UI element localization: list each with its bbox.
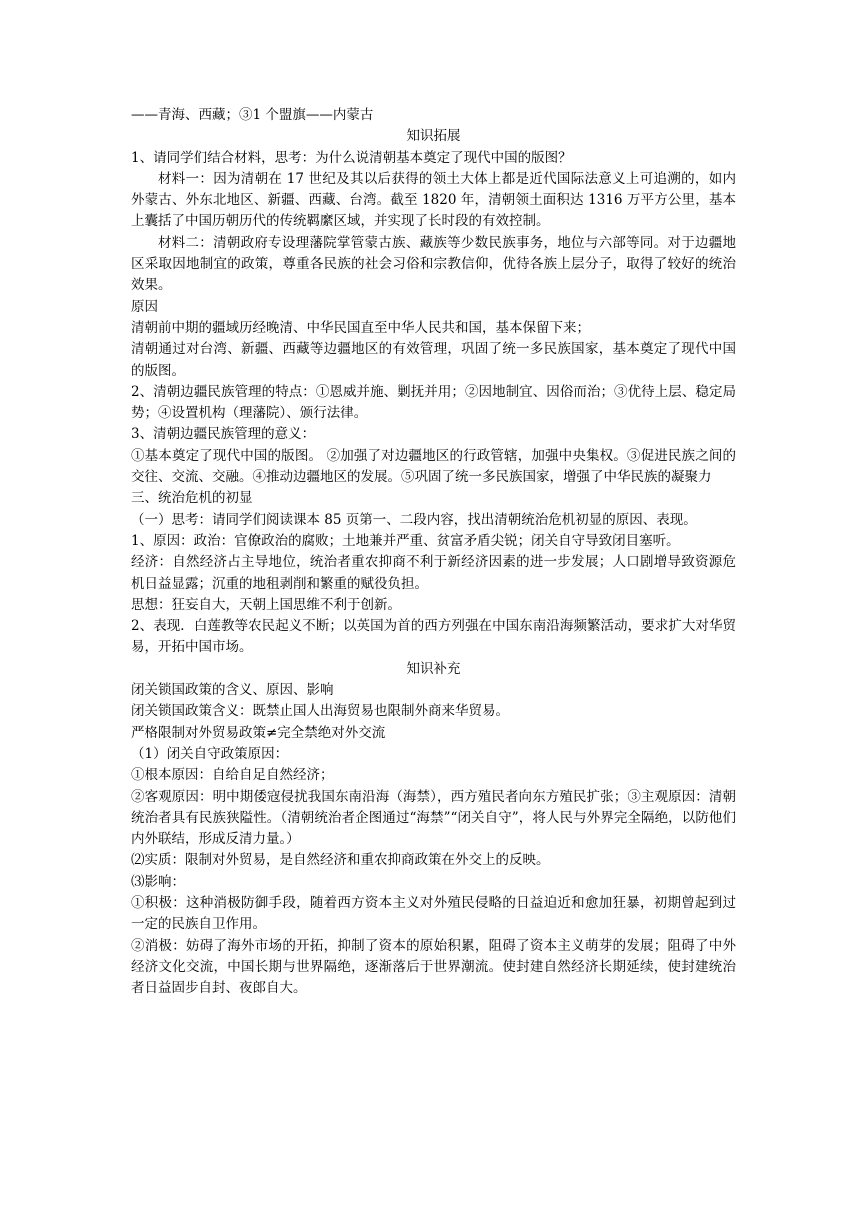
- management-significance-title: 3、清朝边疆民族管理的意义：: [131, 426, 316, 443]
- essence: ⑵实质：限制对外贸易，是自然经济和重农抑商政策在外交上的反映。: [131, 852, 550, 869]
- section-heading-knowledge-expansion: 知识拓展: [406, 128, 461, 145]
- material-1: 材料一：因为清朝在 17 世纪及其以后获得的领土大体上都是近代国际法意义上可追溯的，如内外蒙古、外东北地区、新疆、西藏、台湾。截至 1820 年，清朝领土面积达 1316 万平方公里，基本上囊括了中国历朝历代的传统羁縻区域，并实现了长时段的有效控制。: [131, 170, 736, 230]
- material-2: 材料二：清朝政府专设理藩院掌管蒙古族、藏族等少数民族事务，地位与六部等同。对于边疆地区采取因地制宜的政策，尊重各民族的社会习俗和宗教信仰，优待各族上层分子，取得了较好的统治效果。: [131, 234, 736, 294]
- policy-reasons-title: （1）闭关自守政策原因：: [131, 745, 289, 762]
- management-significance-content: ①基本奠定了现代中国的版图。 ②加强了对边疆地区的行政管辖，加强中央集权。③促进民族之间的交往、交流、交融。④推动边疆地区的发展。⑤巩固了统一多民族国家，增强了中华民族的凝聚力: [131, 447, 736, 486]
- think-question: （一）思考：请同学们阅读课本 85 页第一、二段内容，找出清朝统治危机初显的原因、表现。: [131, 511, 697, 528]
- restriction-note: 严格限制对外贸易政策≠完全禁绝对外交流: [131, 724, 386, 741]
- reason-1: 清朝前中期的疆域历经晚清、中华民国直至中华人民共和国，基本保留下来；: [131, 319, 590, 336]
- cause-politics: 1、原因：政治：官僚政治的腐败；土地兼并严重、贫富矛盾尖锐；闭关自守导致闭目塞听。: [131, 532, 680, 549]
- cause-economy: 经济：自然经济占主导地位，统治者重农抑商不利于新经济因素的进一步发展；人口剧增导致资源危机日益显露；沉重的地租剥削和繁重的赋役负担。: [131, 554, 736, 592]
- line-regions: ——青海、西藏；③1 个盟旗——内蒙古: [131, 107, 374, 123]
- cause-thought: 思想：狂妄自大，天朝上国思维不利于创新。: [131, 596, 401, 613]
- closed-door-meaning: 闭关锁国政策含义：既禁止国人出海贸易也限制外商来华贸易。: [131, 703, 509, 720]
- objective-subjective-reasons: ②客观原因：明中期倭寇侵扰我国东南沿海（海禁），西方殖民者向东方殖民扩张；③主观原因：清朝统治者具有民族狭隘性。（清朝统治者企图通过“海禁”“闭关自守”，将人民与外界完全隔绝，以防他们内外联结，形成反清力量。）: [131, 788, 736, 848]
- question-1: 1、请同学们结合材料，思考：为什么说清朝基本奠定了现代中国的版图？: [131, 149, 572, 166]
- root-reason: ①根本原因：自给自足自然经济；: [131, 767, 334, 784]
- impact-negative: ②消极：妨碍了海外市场的开拓，抑制了资本的原始积累，阻碍了资本主义萌芽的发展；阻碍了中外经济文化交流，中国长期与世界隔绝，逐渐落后于世界潮流。使封建自然经济长期延续，使封建统治者日益固步自封、夜郎自大。: [131, 937, 736, 997]
- reason-2: 清朝通过对台湾、新疆、西藏等边疆地区的有效管理，巩固了统一多民族国家，基本奠定了现代中国的版图。: [131, 341, 736, 379]
- section-three-title: 三、统治危机的初显: [131, 490, 253, 507]
- document-body: [131, 105, 736, 999]
- closed-door-topic: 闭关锁国政策的含义、原因、影响: [131, 682, 334, 699]
- management-features: 2、清朝边疆民族管理的特点：①恩威并施、剿抚并用；②因地制宜、因俗而治；③优待上层、稳定局势；④设置机构（理藩院）、颁行法律。: [131, 383, 736, 422]
- label-reason: 原因: [131, 298, 158, 315]
- section-heading-knowledge-supplement: 知识补充: [406, 660, 461, 677]
- manifestation: 2、表现．白莲教等农民起义不断；以英国为首的西方列强在中国东南沿海频繁活动，要求扩大对华贸易，开拓中国市场。: [131, 618, 736, 656]
- impact-title: ⑶影响：: [131, 873, 185, 890]
- impact-positive: ①积极：这种消极防御手段，随着西方资本主义对外殖民侵略的日益迫近和愈加狂暴，初期曾起到过一定的民族自卫作用。: [131, 894, 736, 933]
